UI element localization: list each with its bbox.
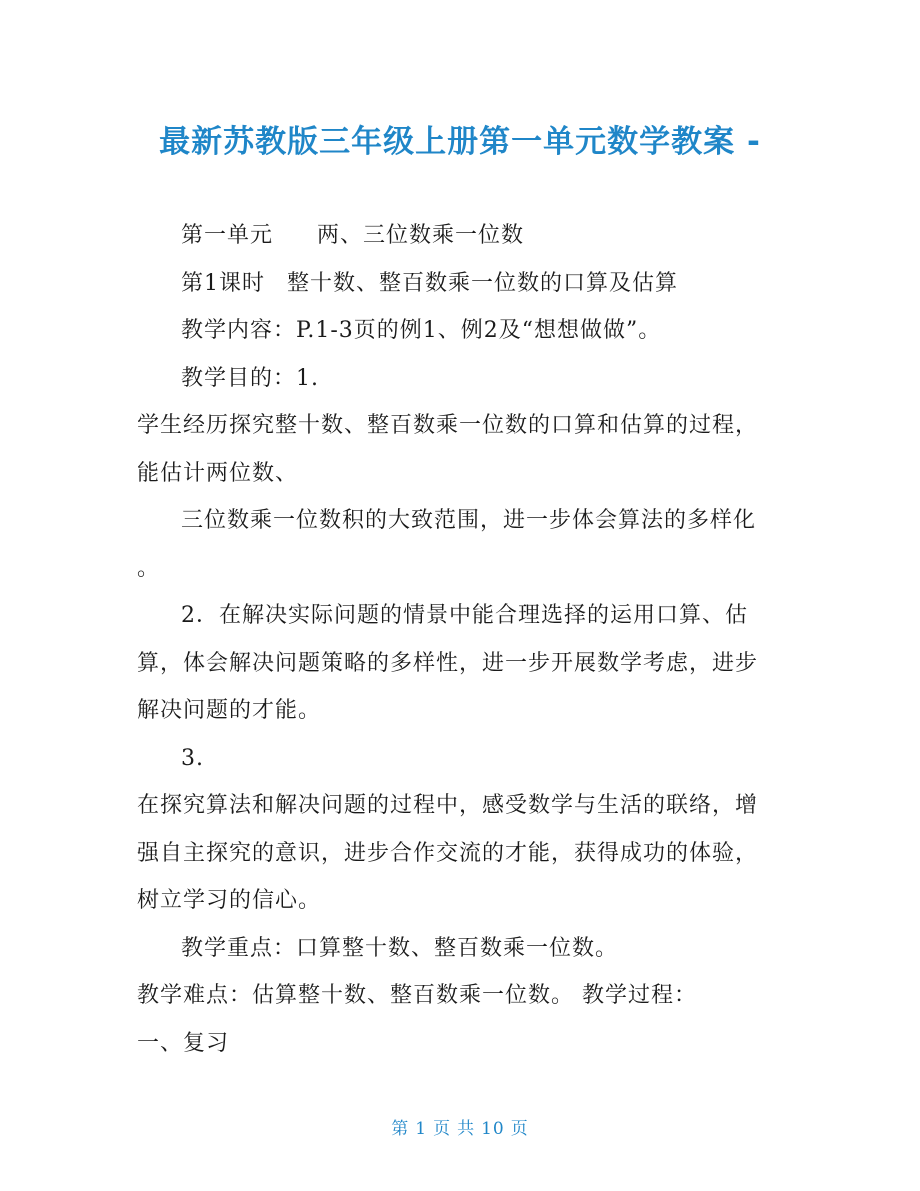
footer-word: 页 (510, 1119, 529, 1139)
paragraph-line: 树立学习的信心。 (137, 888, 322, 913)
paragraph-line: 在探究算法和解决问题的过程中，感受数学与生活的联络，增 (137, 793, 759, 818)
paragraph-line: 教学内容：P.1-3页的例1、例2及“想想做做”。 (181, 318, 662, 343)
unit-heading (137, 212, 787, 260)
paragraph-line: 强自主探究的意识，进步合作交流的才能，获得成功的体验， (137, 840, 759, 866)
document-title: 最新苏教版三年级上册第一单元数学教案 - (159, 124, 761, 160)
lesson-topic: 整十数、整百数乘一位数的口算及估算 (287, 270, 679, 296)
paragraph-line: 三位数乘一位数积的大致范围，进一步体会算法的多样化 (181, 508, 757, 533)
paragraph-line: 学生经历探究整十数、整百数乘一位数的口算和估算的过程， (137, 413, 759, 438)
paragraph-line: 教学重点：口算整十数、整百数乘一位数。 (181, 935, 619, 961)
paragraph-line: 教学目的：1. (181, 365, 319, 391)
lesson-label: 第1课时 (181, 270, 265, 296)
footer-word: 共 (457, 1119, 476, 1139)
footer-word: 页 (433, 1119, 452, 1139)
document-body (137, 212, 787, 1067)
paragraph-line: 解决问题的才能。 (137, 698, 322, 723)
page-footer (0, 1114, 920, 1139)
footer-word: 第 (391, 1119, 410, 1139)
paragraph-line: 。 (137, 555, 161, 581)
lesson-heading (137, 260, 787, 308)
page-number: 1 (415, 1119, 428, 1139)
unit-label: 第一单元 (181, 223, 274, 248)
paragraph-line: 教学难点：估算整十数、整百数乘一位数。 教学过程： (137, 983, 697, 1008)
paragraph-line: 一、复习 (137, 1030, 230, 1056)
paragraph-line: 能估计两位数、 (137, 460, 299, 486)
paragraph-line: 3. (181, 745, 204, 771)
paragraph-line: 2．在解决实际问题的情景中能合理选择的运用口算、估 (181, 603, 748, 628)
total-pages: 10 (481, 1119, 505, 1139)
paragraph-line: 算，体会解决问题策略的多样性，进一步开展数学考虑，进步 (137, 650, 759, 676)
unit-topic: 两、三位数乘一位数 (317, 223, 525, 248)
